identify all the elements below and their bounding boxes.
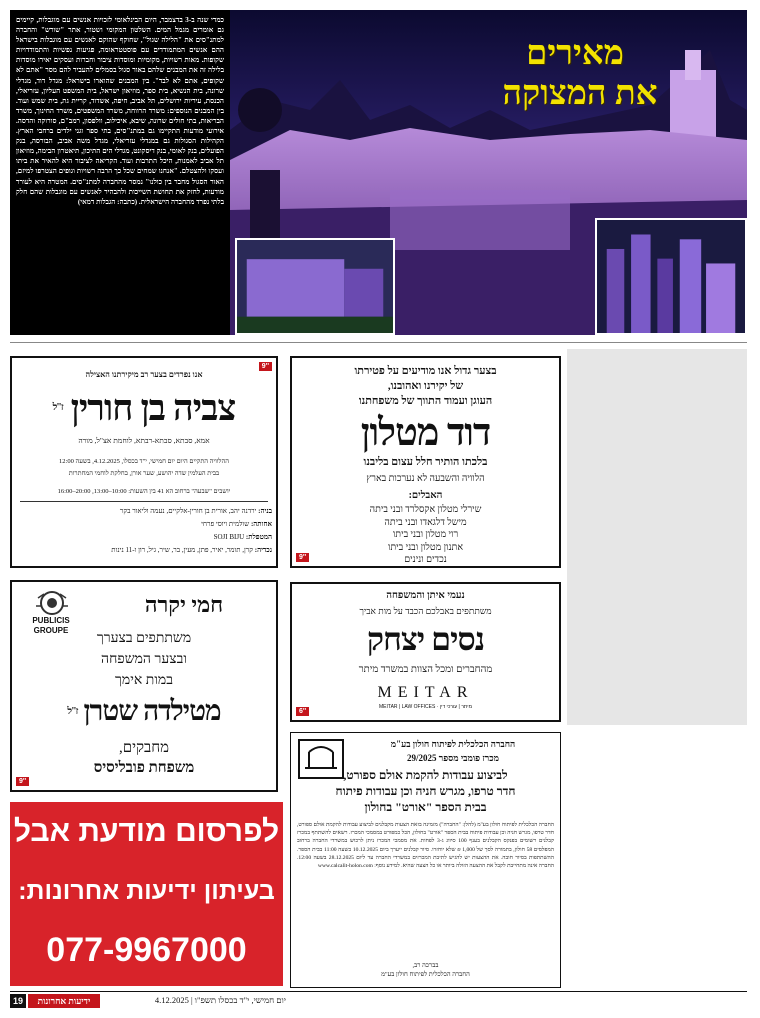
family-row xyxy=(18,544,272,557)
mourner: רוי מטלון ובני ביתו xyxy=(392,530,459,540)
newspaper-name: ידיעות אחרונות xyxy=(28,994,100,1008)
headline-line3: בבית הספר "אורט" בחולון xyxy=(364,800,487,814)
mourner: נכדים ונינים xyxy=(404,555,447,565)
deceased-name: דוד מטלון xyxy=(360,412,491,454)
red-box-phone: 077-9967000 xyxy=(46,931,247,969)
section-divider xyxy=(10,342,747,343)
opening-line3: העוגן ועמוד התווך של משפחתנו xyxy=(358,395,493,407)
ad-tribute: בלכתו הותיר חלל עצום בליבנו xyxy=(363,456,488,468)
shiva-details: יושבים "שבעה" ברחוב הא 41 בין השעות: 10:00–13:00, 20:00–16:00 xyxy=(57,488,231,495)
red-box-line1: לפרסום מודעת אבל xyxy=(13,815,280,848)
ad-body xyxy=(12,628,276,691)
condolence-nissim-yitzhak xyxy=(290,582,561,722)
ad-sender: נעמי איתן והמשפחה xyxy=(386,590,465,601)
obituary-david-matalon xyxy=(290,356,561,568)
price-tag: 6'' xyxy=(296,707,309,716)
tender-number: מכרז פומבי מספר 29/2025 xyxy=(407,753,499,763)
deceased-name: נסים יצחק xyxy=(366,621,485,657)
signature-line2: החברה הכלכלית לפיתוח חולון בע"מ xyxy=(381,971,470,978)
row-label: נכדיה: xyxy=(254,546,272,554)
logo-line2: GROUPE xyxy=(33,626,69,635)
logo-line1: PUBLICIS xyxy=(32,616,70,625)
deceased-name xyxy=(12,696,276,728)
issue-date: יום חמישי, י"ד בכסלו תשפ"ו | 4.12.2025 xyxy=(154,995,286,1005)
name-suffix: ז"ל xyxy=(52,402,63,413)
mourners-title: האבלים: xyxy=(408,490,443,501)
divider xyxy=(20,501,268,502)
ad-title: חמי יקרה xyxy=(144,592,224,617)
price-tag: 9'' xyxy=(259,362,272,371)
meitar-logo: MEITAR xyxy=(377,684,474,701)
row-label: המטפלת: xyxy=(245,533,272,541)
mourner: שירלי מטלון אקסלרד ובני ביתה xyxy=(369,505,482,515)
ad-from: מהחברים ומכל הצוות במשרד מיתר xyxy=(358,664,493,675)
gray-side-panel xyxy=(567,349,747,725)
price-tag: 9'' xyxy=(296,553,309,562)
row-value: SOJI BIJU xyxy=(213,533,245,541)
tender-body: החברה הכלכלית לפיתוח חולון בע"מ (להלן: "החברה") מזמינה בזאת הצעות מקבלנים לביצוע עבודות להקמת אולם ספורט, חדר טרפו, מגרש חניה וכן עבודות פיתוח בבית הספר "אורט" בחולון, הכל כמפורט במסמכי המכרז. רשאים להשתתף במכרז קבלנים רשומים בפנקס הקבלנים בענף 100 סיווג ג-3 לפחות. את מסמכי המכרז ניתן לרכוש במשרדי החברה ברחוב המפלסים 58 חולון, בתמורה לסך של 1,000 ₪ שלא יוחזרו. סיור קבלנים ייערך ביום 10.12.2025 בשעה 11:00 בבית הספר. ההשתתפות בסיור חובה. את ההצעות יש להגיש לתיבת המכרזים במשרדי החברה עד ליום 28.12.2025 בשעה 12:00. החברה אינה מתחייבת לקבל את ההצעה הזולה ביותר או כל הצעה שהיא. למידע נוסף: www.calcalit-holon.com xyxy=(297,822,554,870)
mourners-list xyxy=(292,504,559,567)
ad-notice: הלוויה והשבעה לא נערכות בארץ xyxy=(366,474,485,484)
row-label: אחותה: xyxy=(250,520,272,528)
funeral-details: ההלוויה התקיים היום יום חמישי, י"ד בכסלו, 4.12.2025, בשעה 12:00 xyxy=(59,458,229,465)
footer-rule xyxy=(10,991,747,992)
ad-opening xyxy=(292,364,559,409)
opening-line1: בצער גדול אנו מודיעים על פטירתו xyxy=(354,365,497,377)
tender-headline xyxy=(291,767,560,815)
family-row xyxy=(18,505,272,518)
lion-logo-icon xyxy=(32,590,72,616)
body-line3: במות אימך xyxy=(115,673,173,688)
ad-intro: אנו נפרדים בצער רב מיקירתנו האצילה xyxy=(85,370,203,379)
tender-notice-holon xyxy=(290,732,561,988)
row-value: ירדנה יהב, אורית בן חורין-אלקיים, נעמה וליאור בקר xyxy=(119,507,257,515)
deceased-name-text: מטילדה שטרן xyxy=(83,696,221,727)
relations: אמא, סבתא, סבתא-רבתא, לוחמת אצ"ל, מורה xyxy=(78,436,210,445)
family-row xyxy=(18,518,272,531)
ad-signature xyxy=(12,738,276,778)
signature-line2: משפחת פובליסיס xyxy=(93,760,195,776)
hero-title-line2: את המצוקה xyxy=(502,75,658,112)
deceased-name xyxy=(12,388,276,428)
cemetery-details: בבית העלמין שדה יהושע, שער אורן, בחלקת לוחמי המחתרות xyxy=(68,470,220,477)
page-number: 19 xyxy=(10,994,26,1008)
headline-line1: לביצוע עבודות להקמת אולם ספורט, xyxy=(343,768,508,782)
meitar-logo-sub: MEITAR | LAW OFFICES · מיתר | עורכי דין xyxy=(379,704,472,710)
obituary-tzvia-ben-horin xyxy=(10,356,278,568)
mourner: אתנון מטלון ובני ביתו xyxy=(387,542,464,553)
hero-banner xyxy=(10,10,747,335)
city-towers-photo xyxy=(595,218,747,335)
obituary-advertising-box xyxy=(10,802,283,986)
body-line2: ובצער המשפחה xyxy=(101,652,187,667)
hero-article-text: כמדי שנה ב-3 בדצמבר, היום הבינלאומי לזכויות אנשים עם מוגבלות, קיימים גם אומרים מגמל המים. השלטון המקומי ושטור, אתר "שורש" והחברה למתנ"סים את "הלילה שגול", שחוקף שהוקם לאנשים עם מוגבלות בישראל ההם אנשים המתמודדים עם פוסטטראומה, פגיעות נפשיות והתמודדויות שקופות. מאות רשויות, מקומיות ומוסדות ציבור וחברות ועסקים יאירו מוסדות בלילה זה את המבנים שלהם באור סגול בסמלים להעביר להם מסר "אתם לא שקופים, אתם לא לבד". בין המבנים שהוארו בישראל: מגדל דוד, מגדלי שרונה, בית הנשיא, בית ספר, מוזיאון ישראל, בית המשפט העליון, עזריאלי, הכנסת, עיריות ירושלים, תל אביב, חיפה, אשדוד, קריית גת, בית שמש ועוד. בין המבנים הנוספים: משרד הרווחה, משרד המשפטים, משרד החינוך, משרד הבריאות, בתי חולים שרונה, שיבא, איכילוב, וולפסון, רמב"ם, סורוקה והדסה. אירועי מודעות התקיימו גם במתנ"סים, בתי ספר וגני ילדים ברחבי הארץ. הקהילות הסגולות גם במגדלי עזריאלי, מגדל משה אביב, הבורסה, בנק הפועלים, בנק לאומי, בנק דיסקונט, מגדלי הים התיכון, תיאטרון הבימה, מוזיאון תל אביב לאמנות, היכל התרבות ועוד. הקריאה לציבור היא להאיר את ביתו ועסקו ולהצטלם. "אנחנו שמחים שכל כך הרבה רשויות וגופים הצטרפו למיזם, האור הסגול מחבר בין כולנו" נמסר מהחברה למתנ"סים. המטרה היא לעורר מודעות, לחזק את תחושת השייכות ולהבהיר לאנשים עם מוגבלות שהם חלק בלתי נפרד מהחברה הישראלית. (כתבה: הגבלות דמאי) xyxy=(10,10,230,335)
family-list xyxy=(18,505,272,557)
red-box-line2: בעיתון ידיעות אחרונות: xyxy=(18,877,275,905)
price-tag: 9'' xyxy=(16,777,29,786)
body-line1: משתתפים בצערך xyxy=(96,631,192,646)
mourner: מישל דלגאדו ובני ביתה xyxy=(384,517,467,528)
ad-message: משתתפים באבלכם הכבד על מות אביך xyxy=(359,606,492,616)
tender-signature xyxy=(291,961,560,979)
opening-line2: של יקירנו ואהובנו, xyxy=(387,380,464,392)
row-label: בניה: xyxy=(258,507,272,515)
family-row xyxy=(18,531,272,544)
deceased-name-text: צביה בן חורין xyxy=(70,388,236,428)
tender-org: החברה הכלכלית לפיתוח חולון בע"מ xyxy=(390,739,516,749)
signature-line1: בברכה רב, xyxy=(412,962,439,969)
hero-title-line1: מאירים xyxy=(526,35,624,72)
signature-line1: מחבקים, xyxy=(118,740,170,756)
hotel-purple-photo xyxy=(235,238,395,335)
headline-line2: חדר טרפו, מגרש חניה וכן עבודות פיתוח xyxy=(335,784,516,798)
row-value: שולמית ויוסי פרחי xyxy=(201,520,250,528)
name-suffix: ז"ל xyxy=(67,706,78,717)
condolence-publicis xyxy=(10,580,278,792)
row-value: קרן, תומר, יאיר, פתן, מעין, בר, שיר, גיל, רון ו-11 נינות xyxy=(111,546,253,554)
